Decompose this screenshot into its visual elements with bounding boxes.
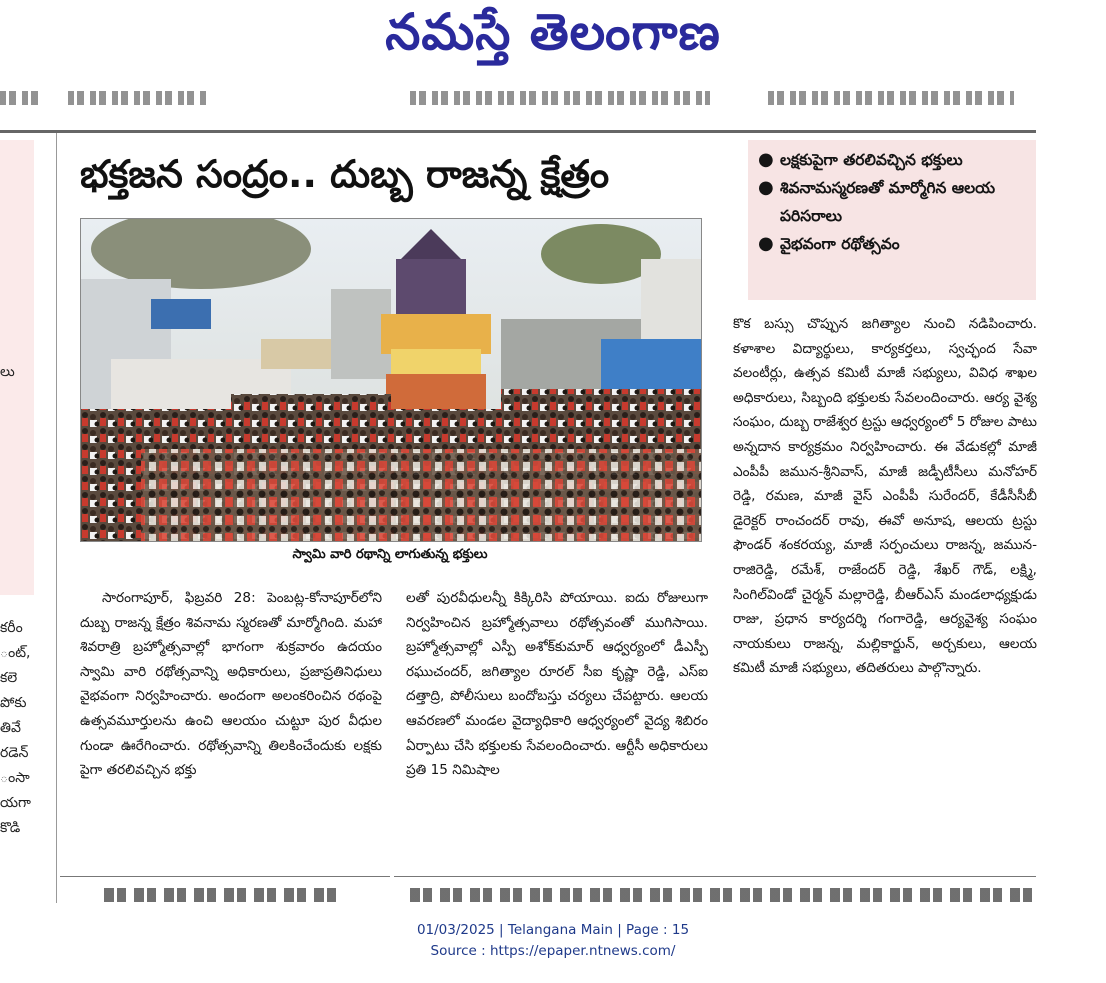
procession-photo-illustration [81, 219, 701, 541]
source-link[interactable]: Source : https://epaper.ntnews.com/ [430, 943, 676, 959]
clipped-text-strip [768, 88, 1014, 108]
clipped-text-strip [0, 88, 44, 108]
highlight-item: ● లక్షకుపైగా తరలివచ్చిన భక్తులు [756, 146, 1028, 174]
clipped-text-strip [104, 888, 344, 904]
neighbour-column-fragment: ంట్, [0, 645, 31, 661]
article-column-2 [406, 586, 708, 866]
article-photo [80, 218, 702, 542]
newspaper-logo: నమస్తే తెలంగాణ [385, 2, 721, 61]
neighbour-column-fragment: కొడి [0, 820, 21, 836]
article-paragraph: కొక బస్సు చొప్పున జగిత్యాల నుంచి నడిపించారు. కళాశాల విద్యార్థులు, కార్యకర్తలు, స్వచ్ఛంద సేవా వలంటీర్లు, ఉత్సవ కమిటీ మాజీ సభ్యులు, వివిధ శాఖల అధికారులు, సిబ్బంది భక్తులకు సేవలందించారు. ఆర్య వైశ్య సంఘం, దుబ్బ రాజేశ్వర ట్రస్టు ఆధ్వర్యంలో 5 రోజుల పాటు అన్నదాన కార్యక్రమం నిర్వహించారు. ఈ వేడుకల్లో మాజీ ఎంపీపీ జమున-శ్రీనివాస్, మాజీ జడ్పీటీసీలు మనోహర్ రెడ్డి, రమణ, మాజీ వైస్ ఎంపీపీ సురేందర్, కేడీసీసీబీ డైరెక్టర్ రాంచందర్ రావు, ఈవో అనూష, ఆలయ ట్రస్టు ఫౌండర్ శంకరయ్య, మాజీ సర్పంచులు రాజన్న, జమున-రాజిరెడ్డి, రమేశ్, రాజేందర్ రెడ్డి, శేఖర్ గౌడ్, లక్ష్మి, సింగిల్‌విండో చైర్మన్ మల్లారెడ్డి, బీఆర్‌ఎస్ మండలాధ్యక్షుడు రాజు, ప్రధాన కార్యదర్శి గంగారెడ్డి, ఆర్యవైశ్య సంఘం నాయకులు రాజన్న, మల్లికార్జున్, అర్చకులు, ఆలయ కమిటీ మాజీ సభ్యులు, తదితరులు పాల్గొన్నారు. [733, 316, 1037, 677]
masthead [0, 0, 1106, 78]
neighbour-column-fragment: రడెన్ [0, 745, 29, 761]
highlights-box [748, 140, 1036, 300]
clipped-text-strip [410, 88, 710, 108]
article-column-3 [733, 312, 1037, 868]
section-divider [0, 130, 1036, 133]
neighbour-column-fragment: ంసా [0, 770, 30, 786]
photo-caption: స్వామి వారి రథాన్ని లాగుతున్న భక్తులు [292, 547, 488, 562]
neighbour-column-fragment: కలె [0, 670, 18, 686]
neighbour-column-fragment: యగా [0, 795, 31, 811]
edition-info: 01/03/2025 | Telangana Main | Page : 15 [416, 922, 690, 938]
page-footer [0, 920, 1106, 962]
column-rule [56, 133, 57, 903]
neighbour-column-fragment: లు [0, 364, 15, 380]
highlight-item: ● వైభవంగా రథోత్సవం [756, 230, 1028, 258]
article-bottom-rule [60, 876, 390, 877]
article-column-1 [80, 586, 382, 866]
neighbour-column-fragment: తివే [0, 720, 21, 736]
article-paragraph: సారంగాపూర్, ఫిబ్రవరి 28: పెంబట్ల-కోనాపూర్‌లోని దుబ్బ రాజన్న క్షేత్రం శివనామ స్మరణతో మార్మోగింది. మహా శివరాత్రి బ్రహ్మోత్సవాల్లో భాగంగా శుక్రవారం ఉదయం స్వామి వారి రథోత్సవాన్ని అధికారులు, ప్రజాప్రతినిధులు వైభవంగా నిర్వహించారు. అందంగా అలంకరించిన రథంపై ఉత్సవమూర్తులను ఉంచి ఆలయం చుట్టూ పుర వీధుల గుండా ఊరేగించారు. రథోత్సవాన్ని తిలకించేందుకు లక్షకు పైగా తరలివచ్చిన భక్తు [80, 590, 382, 779]
article-headline: భక్తజన సంద్రం.. దుబ్బ రాజన్న క్షేత్రం [80, 152, 610, 196]
highlight-item: ● శివనామస్మరణతో మార్మోగిన ఆలయ పరిసరాలు [756, 174, 1028, 230]
bullet-icon: ● [758, 149, 774, 170]
clipped-text-strip [68, 88, 208, 108]
neighbour-column-fragment: కరీం [0, 620, 23, 636]
bullet-icon: ● [758, 233, 774, 254]
clipped-text-strip [410, 888, 1040, 904]
article-bottom-rule [394, 876, 1036, 877]
bullet-icon: ● [758, 177, 774, 198]
article-paragraph: లతో పురవీధులన్నీ కిక్కిరిసి పోయాయి. ఐదు రోజులుగా నిర్వహించిన బ్రహ్మోత్సవాలు రథోత్సవంతో ముగిసాయి. బ్రహ్మోత్సవాల్లో ఎస్పీ అశోక్‌కుమార్ ఆధ్వర్యంలో డీఎస్పీ రఘుచందర్, జగిత్యాల రూరల్ సీఐ కృష్ణా రెడ్డి, ఎస్‌ఐ దత్తాద్రి, పోలీసులు బందోబస్తు చర్యలు చేపట్టారు. ఆలయ ఆవరణలో మండల వైద్యాధికారి ఆధ్వర్యంలో వైద్య శిబిరం ఏర్పాటు చేసి భక్తులకు సేవలందించారు. ఆర్టీసీ అధికారులు ప్రతి 15 నిమిషాల [406, 590, 708, 779]
neighbour-column-fragment: పోకు [0, 695, 27, 711]
